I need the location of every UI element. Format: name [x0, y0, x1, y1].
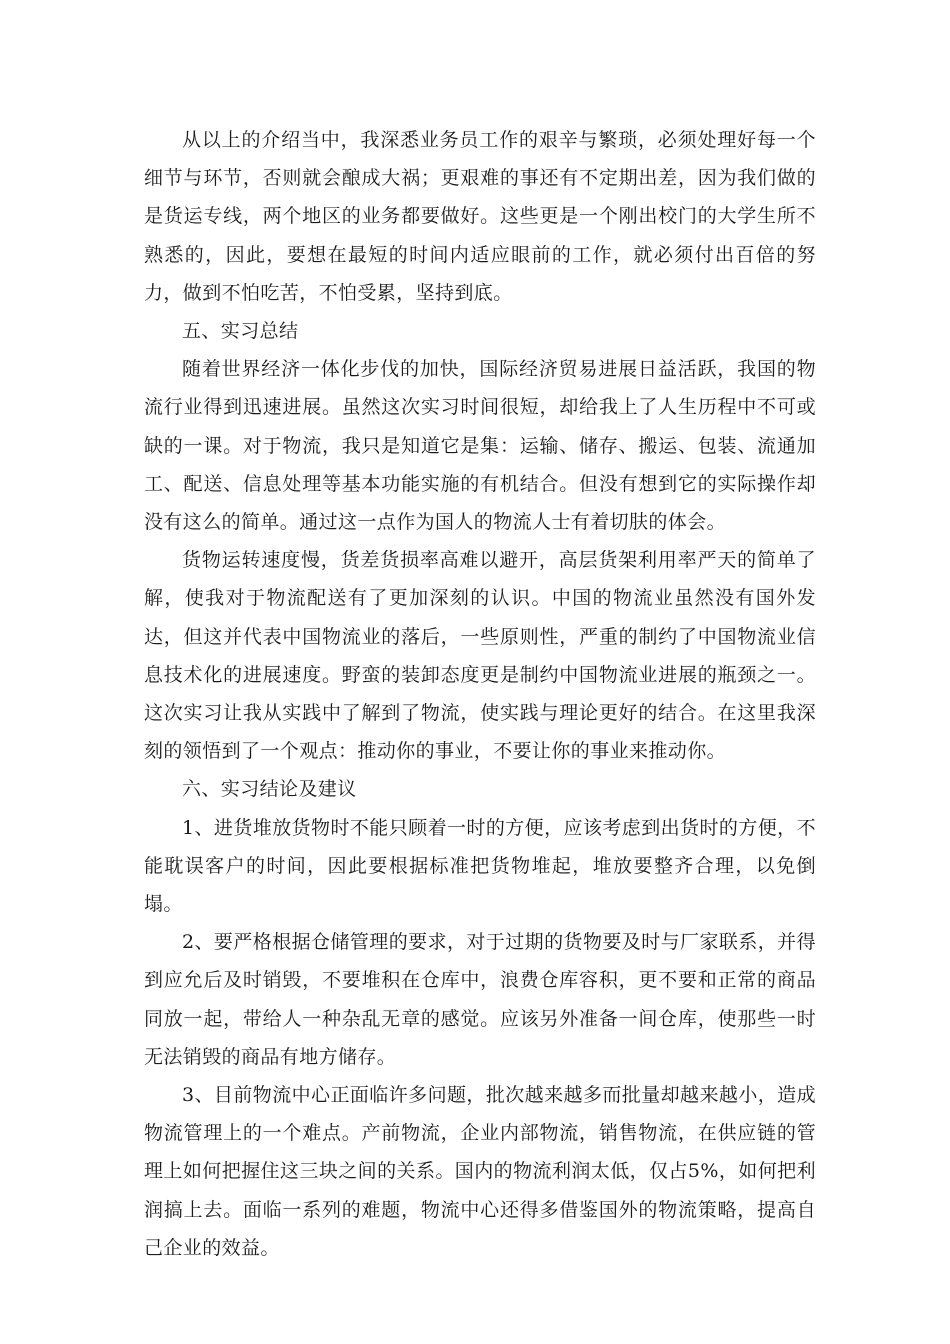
paragraph-summary-1: 随着世界经济一体化步伐的加快，国际经济贸易进展日益活跃，我国的物流行业得到迅速进展。虽然这次实习时间很短，却给我上了人生历程中不可或缺的一课。对于物流，我只是知道它是集：运输、储存、搬运、包装、流通加工、配送、信息处理等基本功能实施的有机结合。但没有想到它的实际操作却没有这么的简单。通过这一点作为国人的物流人士有着切肤的体会。 — [144, 358, 816, 534]
document-body — [144, 121, 816, 1267]
paragraph-suggestion-2: 2、要严格根据仓储管理的要求，对于过期的货物要及时与厂家联系，并得到应允后及时销毁，不要堆积在仓库中，浪费仓库容积，更不要和正常的商品同放一起，带给人一种杂乱无章的感觉。应该另外准备一间仓库，使那些一时无法销毁的商品有地方储存。 — [144, 931, 816, 1068]
paragraph-summary-2: 货物运转速度慢，货差货损率高难以避开，高层货架利用率严天的简单了解，使我对于物流配送有了更加深刻的认识。中国的物流业虽然没有国外发达，但这并代表中国物流业的落后，一些原则性，严重的制约了中国物流业信息技术化的进展速度。野蛮的装卸态度更是制约中国物流业进展的瓶颈之一。这次实习让我从实践中了解到了物流，使实践与理论更好的结合。在这里我深刻的领悟到了一个观点：推动你的事业，不要让你的事业来推动你。 — [144, 549, 816, 763]
paragraph-suggestion-3: 3、目前物流中心正面临许多问题，批次越来越多而批量却越来越小，造成物流管理上的一个难点。产前物流，企业内部物流，销售物流，在供应链的管理上如何把握住这三块之间的关系。国内的物流利润太低，仅占5%，如何把利润搞上去。面临一系列的难题，物流中心还得多借鉴国外的物流策略，提高自己企业的效益。 — [144, 1084, 816, 1259]
section-heading-conclusions: 六、实习结论及建议 — [182, 778, 357, 801]
paragraph-suggestion-1: 1、进货堆放货物时不能只顾着一时的方便，应该考虑到出货时的方便，不能耽误客户的时间，因此要根据标准把货物堆起，堆放要整齐合理，以免倒塌。 — [144, 816, 816, 916]
section-heading-summary: 五、实习总结 — [182, 320, 299, 343]
paragraph-intro: 从以上的介绍当中，我深悉业务员工作的艰辛与繁琐，必须处理好每一个细节与环节，否则就会酿成大祸；更艰难的事还有不定期出差，因为我们做的是货运专线，两个地区的业务都要做好。这些更是一个刚出校门的大学生所不熟悉的，因此，要想在最短的时间内适应眼前的工作，就必须付出百倍的努力，做到不怕吃苦，不怕受累，坚持到底。 — [144, 129, 816, 304]
